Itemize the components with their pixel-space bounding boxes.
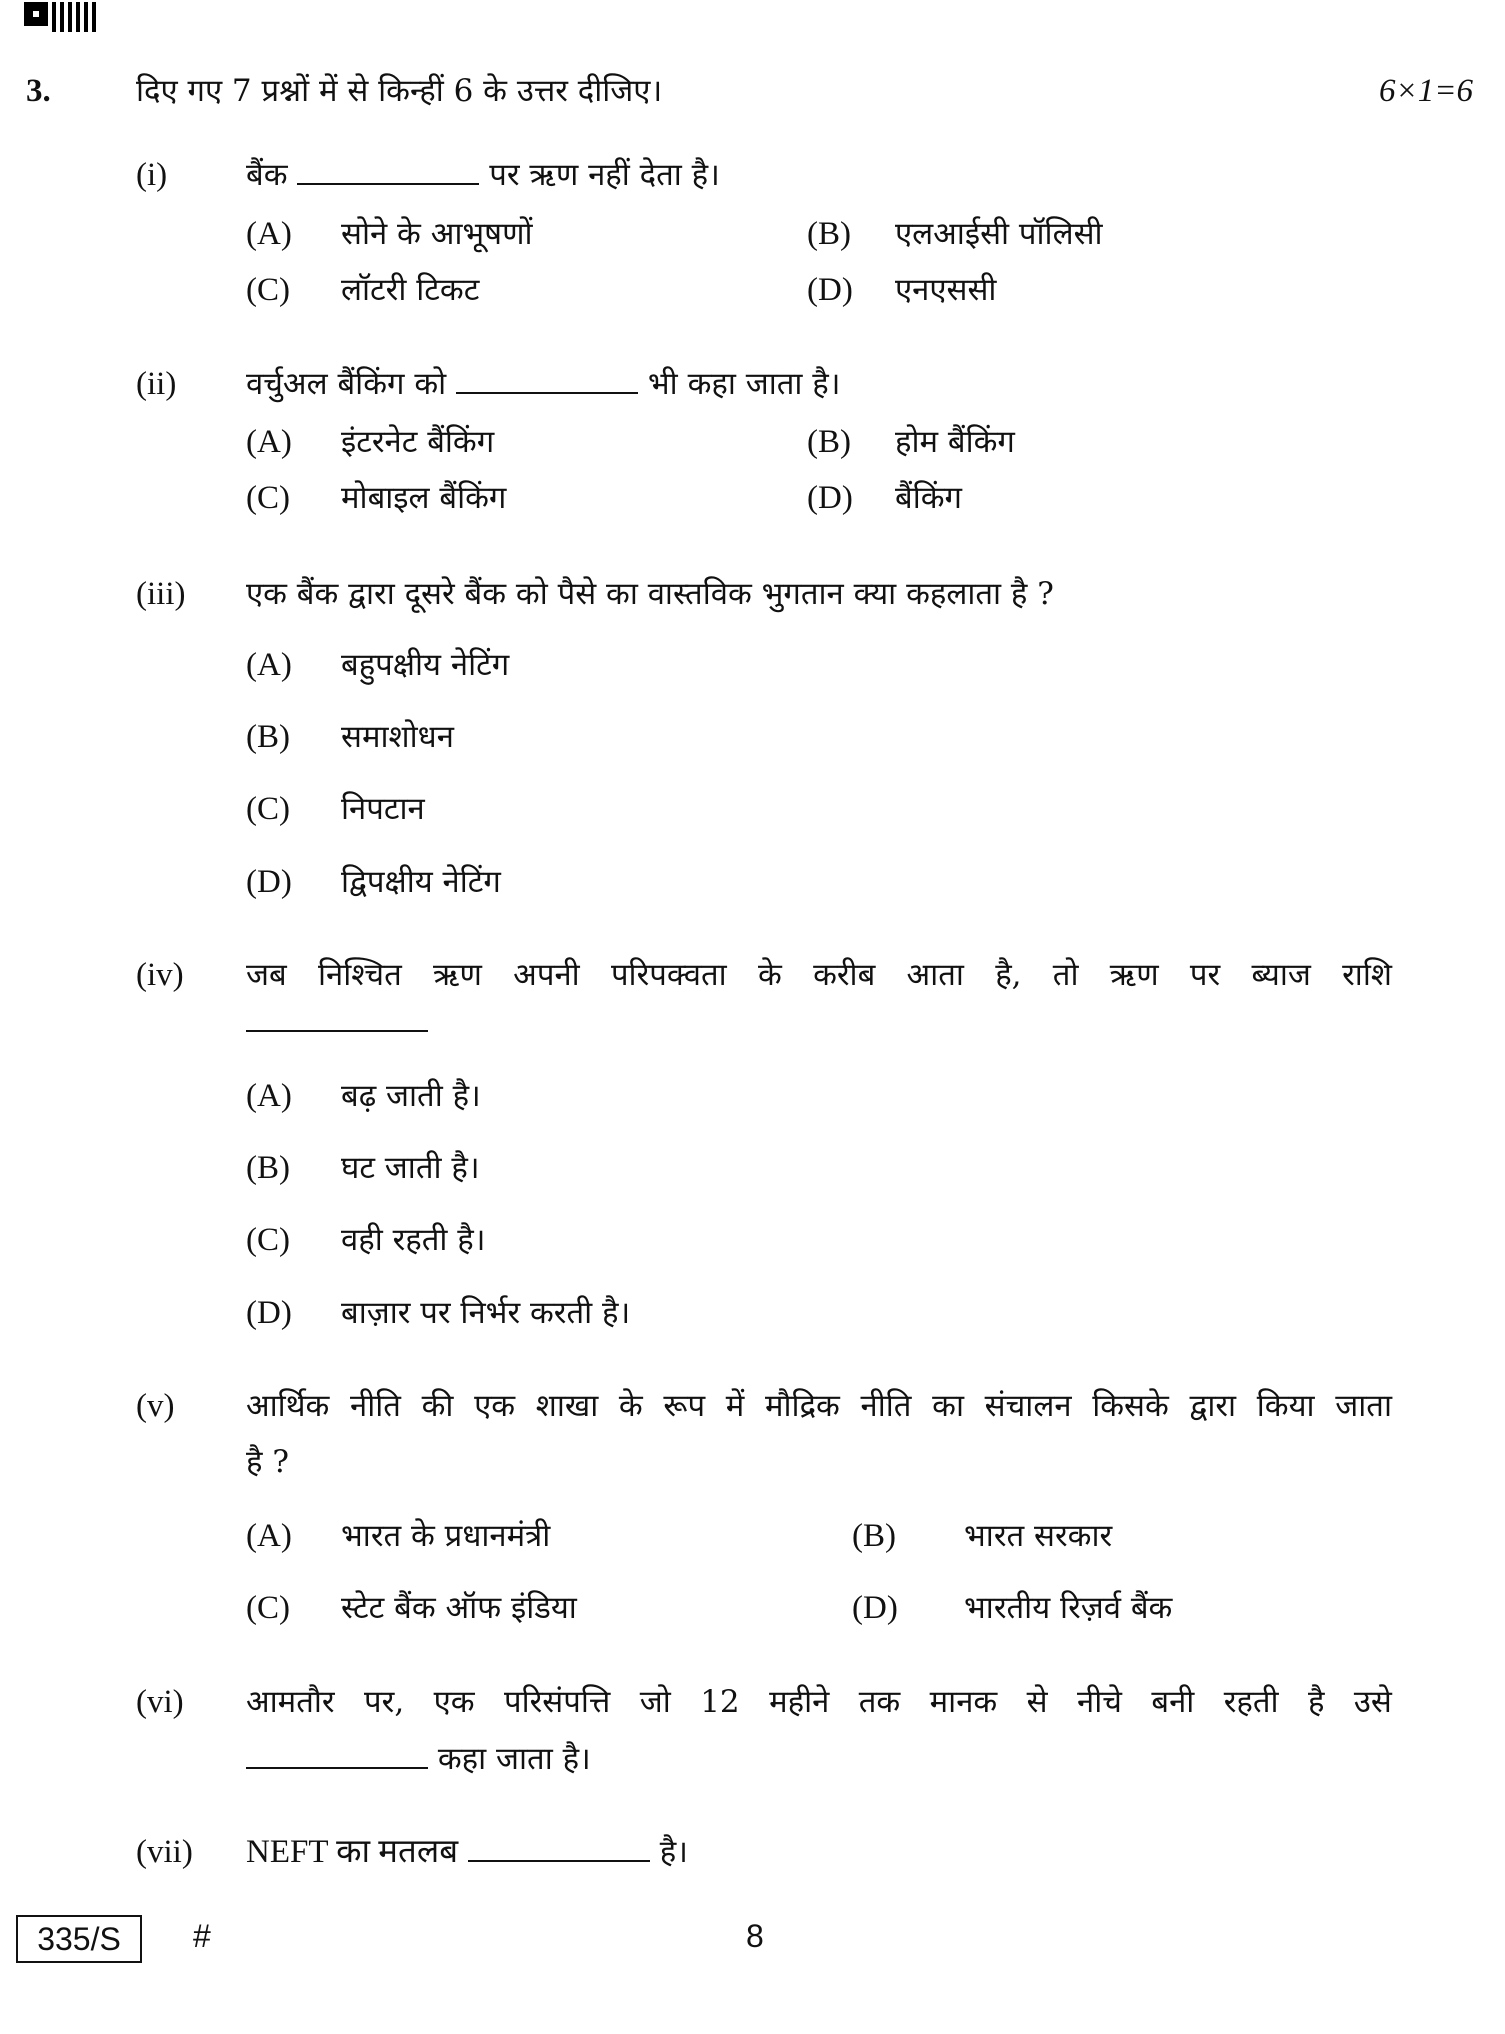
answer-blank (456, 364, 638, 394)
word: महीने (769, 1684, 830, 1720)
word: पर, (364, 1684, 405, 1720)
option-text: एनएससी (895, 272, 997, 308)
option-text: बाज़ार पर निर्भर करती है। (341, 1295, 631, 1331)
option-label: (A) (246, 1078, 292, 1114)
word: अपनी (513, 957, 580, 993)
page-number: 8 (746, 1918, 764, 1954)
subq-text-cont: है ? (246, 1444, 289, 1480)
word: है (1308, 1684, 1325, 1720)
option-label: (C) (246, 480, 290, 516)
answer-blank (246, 1739, 428, 1769)
option-text: होम बैंकिंग (895, 424, 1015, 460)
option-label: (B) (246, 1150, 290, 1186)
option-label: (D) (246, 1295, 292, 1331)
option-text: एलआईसी पॉलिसी (895, 216, 1103, 252)
option-text: भारत सरकार (964, 1518, 1113, 1554)
option-text: बढ़ जाती है। (341, 1078, 481, 1114)
option-label: (C) (246, 272, 290, 308)
option-label: (C) (246, 1590, 290, 1626)
word: से (1026, 1684, 1048, 1720)
option-label: (B) (807, 424, 851, 460)
option-label: (D) (807, 272, 853, 308)
option-label: (D) (807, 480, 853, 516)
subq-number: (vii) (136, 1834, 193, 1870)
word: ब्याज (1251, 957, 1311, 993)
option-label: (A) (246, 216, 292, 252)
subq-text (246, 1682, 1392, 1722)
option-label: (C) (246, 791, 290, 827)
word: तक (858, 1684, 901, 1720)
subq-number: (iv) (136, 957, 184, 993)
subq-text: NEFT का मतलब है। (246, 1834, 688, 1870)
qr-code (24, 2, 96, 34)
word: राशि (1342, 957, 1392, 993)
question-number: 3. (26, 73, 51, 109)
word: ऋण (433, 957, 482, 993)
word: करीब (813, 957, 876, 993)
option-label: (A) (246, 647, 292, 683)
word: ऋण (1109, 957, 1159, 993)
subq-number: (i) (136, 157, 168, 193)
answer-blank (246, 1002, 428, 1042)
option-text: इंटरनेट बैंकिंग (341, 424, 495, 460)
option-label: (C) (246, 1222, 290, 1258)
option-label: (D) (852, 1590, 898, 1626)
word: पर (1189, 957, 1221, 993)
option-label: (B) (852, 1518, 896, 1554)
option-text: घट जाती है। (341, 1150, 480, 1186)
subq-text: वर्चुअल बैंकिंग को भी कहा जाता है। (246, 366, 841, 402)
word: नीचे (1077, 1684, 1122, 1720)
option-label: (A) (246, 1518, 292, 1554)
word: आता (906, 957, 964, 993)
subq-text: आर्थिक नीति की एक शाखा के रूप में मौद्रिक नीति का संचालन किसके द्वारा किया जाता (246, 1388, 1392, 1424)
word: आमतौर (246, 1684, 335, 1720)
word: उसे (1353, 1684, 1392, 1720)
footer-hash: # (193, 1918, 211, 1954)
word: निश्चित (317, 957, 402, 993)
subq-text: एक बैंक द्वारा दूसरे बैंक को पैसे का वास्तविक भुगतान क्या कहलाता है ? (246, 576, 1054, 612)
question-instruction: दिए गए 7 प्रश्नों में से किन्हीं 6 के उत्तर दीजिए। (136, 73, 663, 109)
question-marks: 6×1=6 (1378, 73, 1473, 109)
subq-number: (iii) (136, 576, 186, 612)
subq-number: (ii) (136, 366, 177, 402)
word: जब (246, 957, 287, 993)
paper-code: 335/S (16, 1915, 142, 1963)
subq-text (246, 955, 1392, 995)
answer-blank (297, 155, 479, 185)
option-text: मोबाइल बैंकिंग (341, 480, 507, 516)
option-text: भारतीय रिज़र्व बैंक (964, 1590, 1173, 1626)
word: परिसंपत्ति (503, 1684, 611, 1720)
option-text: निपटान (341, 791, 425, 827)
word: रहती (1223, 1684, 1279, 1720)
option-text: बैंकिंग (895, 480, 962, 516)
word: परिपक्वता (610, 957, 727, 993)
option-text: स्टेट बैंक ऑफ इंडिया (341, 1590, 577, 1626)
subq-text-cont: कहा जाता है। (246, 1739, 591, 1779)
option-label: (B) (246, 719, 290, 755)
word: जो (639, 1684, 671, 1720)
option-text: सोने के आभूषणों (341, 216, 533, 252)
option-label: (A) (246, 424, 292, 460)
option-text: भारत के प्रधानमंत्री (341, 1518, 551, 1554)
subq-number: (vi) (136, 1684, 184, 1720)
word: मानक (929, 1684, 998, 1720)
answer-blank (468, 1832, 650, 1862)
word: है, (995, 957, 1022, 993)
option-text: लॉटरी टिकट (341, 272, 480, 308)
option-label: (B) (807, 216, 851, 252)
word: 12 (700, 1684, 740, 1720)
option-text: समाशोधन (341, 719, 454, 755)
option-text: बहुपक्षीय नेटिंग (341, 647, 510, 683)
word: तो (1052, 957, 1079, 993)
word: एक (433, 1684, 475, 1720)
option-text: वही रहती है। (341, 1222, 486, 1258)
option-text: द्विपक्षीय नेटिंग (341, 864, 501, 900)
subq-number: (v) (136, 1388, 175, 1424)
word: के (757, 957, 782, 993)
option-label: (D) (246, 864, 292, 900)
word: बनी (1151, 1684, 1195, 1720)
subq-text: बैंक पर ऋण नहीं देता है। (246, 157, 720, 193)
